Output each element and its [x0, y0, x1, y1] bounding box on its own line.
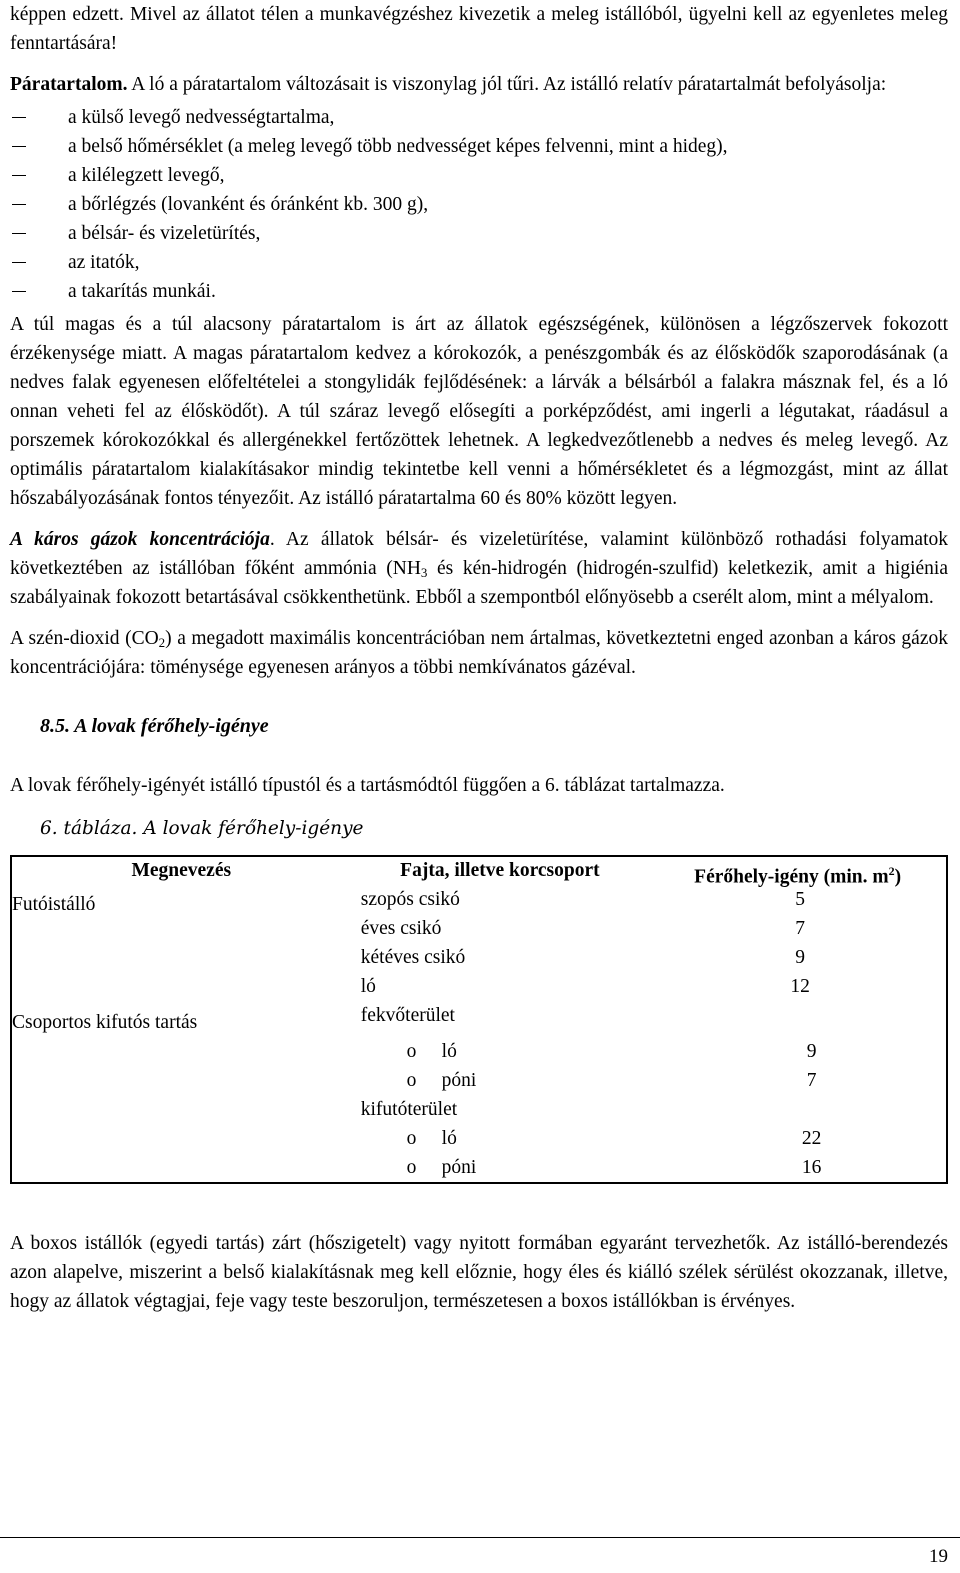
co2-subscript: 2	[158, 635, 166, 650]
humidity-factors-list	[10, 103, 948, 306]
humidity-body-paragraph: A túl magas és a túl alacsony páratartalom is árt az állatok egészségének, különösen a légzőszervek fokozott érzékenysége miatt. A magas páratartalom kedvez a kórokozók, a penészgombák és az élősködők szaporodásának (a nedves falak egyenesen előfeltételei a stongylidák fejlődésének: a lárvák a bélsárból a falakra másznak fel, és a ló onnan veheti fel az élősködőt). A túl száraz levegő elősegíti a porképződést, ami ingerli a légutakat, ráadásul a porszemek kórokozókkal és allergénekkel fertőzöttek lehetnek. A legkedvezőtlenebb a nedves és meleg levegő. Az optimális páratartalom kialakításakor mindig tekintetbe kell venni a hőmérsékletet és a légmozgást, mint az állat hőszabályozásának fontos tényezőit. Az istálló páratartalma 60 és 80% között legyen.	[10, 314, 948, 509]
table-row	[12, 1037, 946, 1066]
top-paragraph: képpen edzett. Mivel az állatot télen a munkavégzéshez kivezetik a meleg istállóból, ügyelni kell az egyenletes meleg fenntartására!	[10, 4, 948, 54]
table-row	[12, 972, 946, 1001]
header-name: Megnevezés	[131, 860, 232, 881]
header-breed: Fajta, illetve korcsoport	[400, 860, 600, 881]
cell-breed: éves csikó	[360, 918, 442, 939]
humidity-paragraph	[10, 70, 948, 99]
list-item: a bélsár- és vizeletürítés,	[68, 219, 948, 248]
cell-name	[12, 943, 345, 972]
cell-space: 5	[795, 889, 806, 910]
cell-space: 22	[801, 1128, 822, 1149]
cell-space: 12	[790, 976, 810, 997]
cell-breed-spacer	[351, 890, 650, 914]
bullet-marker: o	[406, 1128, 417, 1149]
table-row	[12, 914, 946, 943]
co2-paragraph	[10, 624, 948, 682]
cell-breed	[319, 1124, 678, 1153]
cell-breed: ló	[360, 976, 376, 997]
list-item: a külső levegő nedvességtartalma,	[68, 103, 948, 132]
bullet-marker: o	[406, 1041, 417, 1062]
header-space-sup: 2	[888, 864, 895, 878]
cell-space-spacer	[649, 890, 946, 914]
cell-name	[12, 1153, 319, 1182]
list-item: a bőrlégzés (lovanként és óránként kb. 300 g),	[68, 190, 948, 219]
cell-space: 7	[795, 918, 806, 939]
table-body	[12, 885, 946, 1182]
cell-space	[654, 1095, 946, 1124]
cell-name	[12, 1066, 319, 1095]
cell-name: Futóistálló	[12, 894, 96, 915]
cell-breed-spacer	[351, 1008, 650, 1030]
table-header-row	[12, 857, 946, 888]
cell-breed: kifutóterület	[360, 1099, 458, 1120]
gases-text-b: és kén-hidrogén (hidrogén-szulfid) keletkezik, amit a higiénia szabályainak fokozott betartásával csökkenthetünk. Ebből a szempontból előnyösebb a cserélt alom, mint a mélyalom.	[10, 558, 948, 608]
nh3-subscript: 3	[420, 565, 428, 580]
space-requirement-table	[10, 855, 948, 1184]
list-item: a takarítás munkái.	[68, 277, 948, 306]
header-space-label: Férőhely-igény (min. m	[694, 866, 889, 888]
section-heading: 8.5. A lovak férőhely-igénye	[40, 715, 269, 737]
page-number: 19	[929, 1546, 948, 1567]
cell-name	[12, 1095, 345, 1124]
cell-breed	[319, 1153, 678, 1182]
footer-divider	[0, 1537, 960, 1538]
cell-breed-label: póni	[441, 1157, 477, 1178]
cell-name-spacer	[12, 1037, 319, 1066]
table-row	[12, 1153, 946, 1182]
header-space	[649, 857, 946, 888]
list-item: a belső hőmérséklet (a meleg levegő több nedvességet képes felvenni, mint a hideg),	[68, 132, 948, 161]
list-item: az itatók,	[68, 248, 948, 277]
cell-breed-label: ló	[441, 1041, 457, 1062]
table-row	[12, 943, 946, 972]
cell-breed: szopós csikó	[360, 889, 460, 910]
table-row	[12, 1095, 946, 1124]
gases-title: A káros gázok koncentrációja	[10, 529, 270, 550]
cell-breed-label: ló	[441, 1128, 457, 1149]
cell-breed	[319, 1037, 678, 1066]
table-row	[12, 890, 946, 914]
header-space-close: )	[894, 866, 902, 888]
section-intro: A lovak férőhely-igényét istálló típustól és a tartásmódtól függően a 6. táblázat tartalmazza.	[10, 775, 725, 796]
co2-text-b: ) a megadott maximális koncentrációban nem ártalmas, következtetni enged azonban a káros gázok koncentrációjára: töménysége egyenesen arányos a többi nemkívánatos gázéval.	[10, 628, 948, 678]
cell-space: 9	[795, 947, 806, 968]
bullet-marker: o	[406, 1157, 417, 1178]
cell-name	[12, 972, 345, 1001]
cell-name	[12, 1124, 319, 1153]
cell-space: 9	[806, 1041, 817, 1062]
table-row	[12, 1008, 946, 1033]
closing-paragraph: A boxos istállók (egyedi tartás) zárt (hőszigetelt) vagy nyitott formában egyaránt tervezhetők. Az istálló-berendezés azon alapelve, miszerint a belső kialakításnak meg kell előznie, hogy éles és kiálló szélek sérülést okozzanak, illetve, hogy az állatok végtagjai, feje vagy teste beszoruljon, természetesen a boxos istállókban is érvényes.	[10, 1233, 948, 1312]
gases-paragraph	[10, 525, 948, 612]
table-row	[12, 1066, 946, 1095]
cell-space: 7	[806, 1070, 817, 1091]
cell-breed	[319, 1066, 678, 1095]
document-page	[10, 0, 948, 1316]
cell-space-spacer	[649, 1008, 946, 1030]
cell-space: 16	[801, 1157, 822, 1178]
cell-name-spacer	[12, 914, 345, 943]
cell-breed-label: póni	[441, 1070, 477, 1091]
humidity-intro: A ló a páratartalom változásait is viszonylag jól tűri. Az istálló relatív páratartalmát befolyásolja:	[127, 74, 887, 95]
gases-text-a: . Az állatok bélsár- és vizeletürítése, valamint különböző rothadási folyamatok következtében az istállóban főként ammónia (NH	[10, 529, 948, 579]
list-item: a kilélegzett levegő,	[68, 161, 948, 190]
table-caption: 6. tábláza. A lovak férőhely-igénye	[40, 818, 364, 839]
cell-breed: kétéves csikó	[360, 947, 466, 968]
cell-breed: fekvőterület	[360, 1005, 455, 1026]
humidity-title: Páratartalom.	[10, 74, 128, 95]
co2-text-a: A szén-dioxid (CO	[10, 628, 159, 649]
table-row	[12, 1124, 946, 1153]
bullet-marker: o	[406, 1070, 417, 1091]
cell-name: Csoportos kifutós tartás	[12, 1012, 198, 1033]
